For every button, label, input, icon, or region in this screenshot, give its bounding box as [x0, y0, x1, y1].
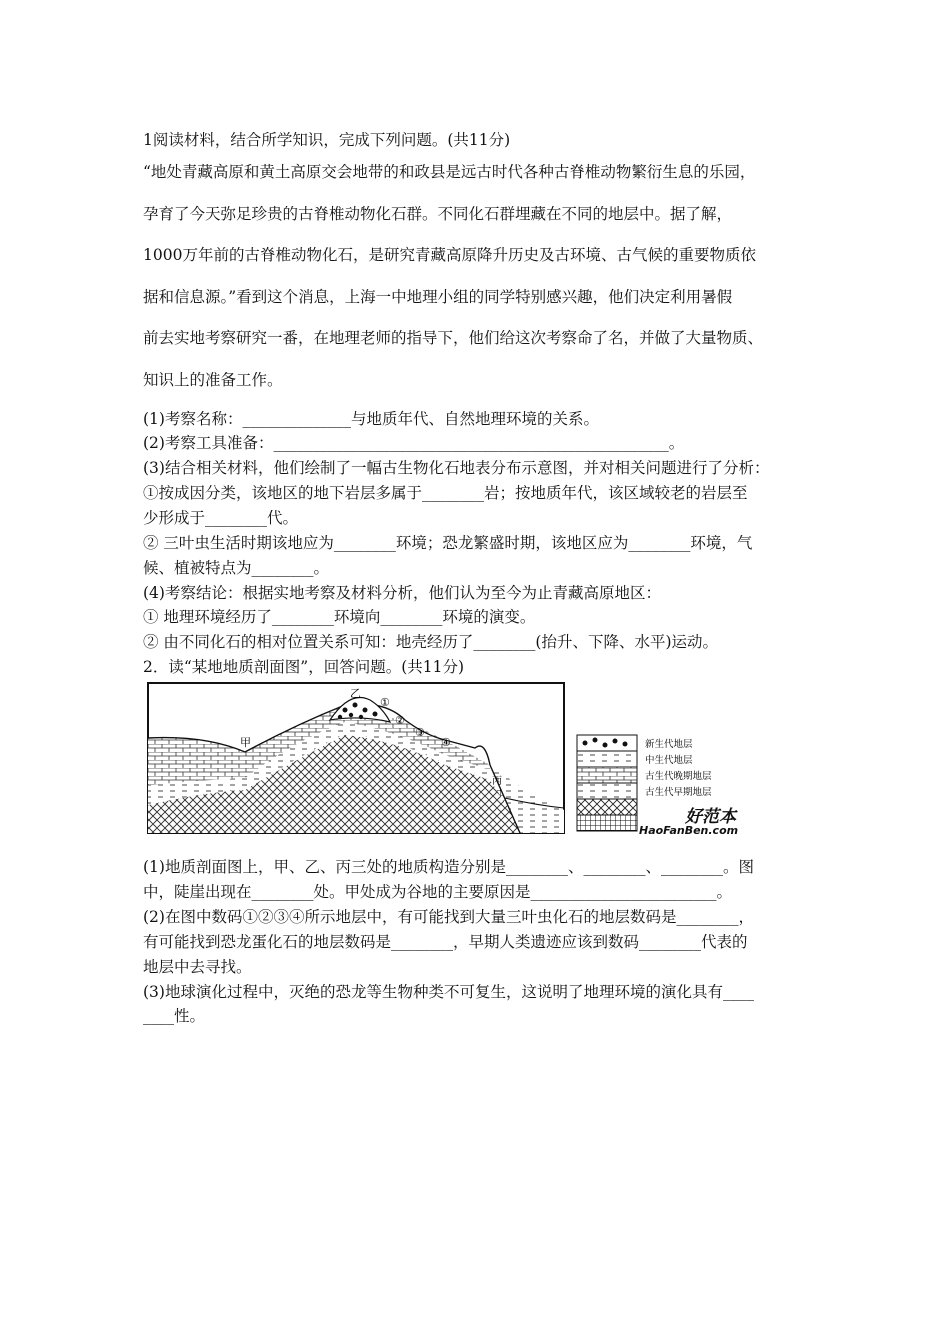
- q2-item: 地层中去寻找。: [143, 958, 252, 976]
- q2-item: 有可能找到恐龙蛋化石的地层数码是________，早期人类遗迹应该到数码________代表的: [143, 933, 748, 951]
- legend: [577, 735, 738, 837]
- q1-item: (3)结合相关材料，他们绘制了一幅古生物化石地表分布示意图，并对相关问题进行了分析：: [143, 459, 770, 477]
- q1-item: (2)考察工具准备：___________________________________________________。: [143, 434, 685, 452]
- label-n1: ①: [380, 696, 390, 709]
- q1-item: ② 三叶虫生活时期该地应为________环境；恐龙繁盛时期，该地区应为________环境，气: [143, 534, 753, 552]
- q2-title: 2．读“某地地质剖面图”，回答问题。(共11分): [143, 658, 465, 676]
- q1-title: 1阅读材料，结合所学知识，完成下列问题。(共11分): [143, 131, 511, 149]
- q2-item: (2)在图中数码①②③④所示地层中，有可能找到大量三叶虫化石的地层数码是________，: [143, 908, 754, 926]
- q2-item: 中，陡崖出现在________处。甲处成为谷地的主要原因是________________________。: [143, 883, 733, 901]
- label-bing: 丙: [492, 776, 502, 787]
- q1-paragraph-line: 孕育了今天弥足珍贵的古脊椎动物化石群。不同化石群埋藏在不同的地层中。据了解，: [143, 205, 733, 223]
- q1-paragraph-line: 知识上的准备工作。: [143, 371, 283, 389]
- label-n2: ②: [395, 714, 405, 727]
- geologic-cross-section-figure: [145, 680, 757, 840]
- watermark-logo: 好范本: [685, 807, 736, 827]
- q1-item: 少形成于________代。: [143, 509, 299, 527]
- label-jia: 甲: [240, 736, 251, 749]
- q1-item: ①按成因分类，该地区的地下岩层多属于________岩；按地质年代，该区域较老的岩层至: [143, 484, 748, 502]
- q1-item: (1)考察名称：______________与地质年代、自然地理环境的关系。: [143, 410, 599, 428]
- legend-label: 中生代地层: [645, 755, 693, 766]
- label-yi: 乙: [350, 687, 361, 700]
- legend-label: 古生代早期地层: [645, 787, 712, 798]
- q1-paragraph-line: 1000万年前的古脊椎动物化石，是研究青藏高原降升历史及古环境、古气候的重要物质依: [143, 246, 756, 264]
- q1-item: 候、植被特点为________。: [143, 559, 330, 577]
- label-n4: ④: [441, 736, 451, 749]
- q1-paragraph-line: 前去实地考察研究一番，在地理老师的指导下，他们给这次考察命了名，并做了大量物质、: [143, 329, 764, 347]
- q1-item: (4)考察结论：根据实地考察及材料分析，他们认为至今为止青藏高原地区：: [143, 584, 661, 602]
- q1-item: ② 由不同化石的相对位置关系可知：地壳经历了________(抬升、下降、水平)运动。: [143, 633, 719, 651]
- q2-item: ____性。: [143, 1007, 206, 1025]
- label-n3: ③: [415, 726, 425, 739]
- legend-label: 古生代晚期地层: [645, 771, 712, 782]
- q1-item: ① 地理环境经历了________环境向________环境的演变。: [143, 608, 536, 626]
- q1-paragraph-line: “地处青藏高原和黄土高原交会地带的和政县是远古时代各种古脊椎动物繁衍生息的乐园，: [143, 163, 756, 181]
- legend-label: 新生代地层: [645, 739, 693, 750]
- q1-paragraph-line: 据和信息源。”看到这个消息，上海一中地理小组的同学特别感兴趣，他们决定利用暑假: [143, 288, 733, 306]
- q2-item: (3)地球演化过程中，灭绝的恐龙等生物种类不可复生，这说明了地理环境的演化具有____: [143, 983, 754, 1001]
- watermark-url: HaoFanBen.com: [639, 824, 739, 837]
- q2-item: (1)地质剖面图上，甲、乙、丙三处的地质构造分别是________、________、________。图: [143, 858, 754, 876]
